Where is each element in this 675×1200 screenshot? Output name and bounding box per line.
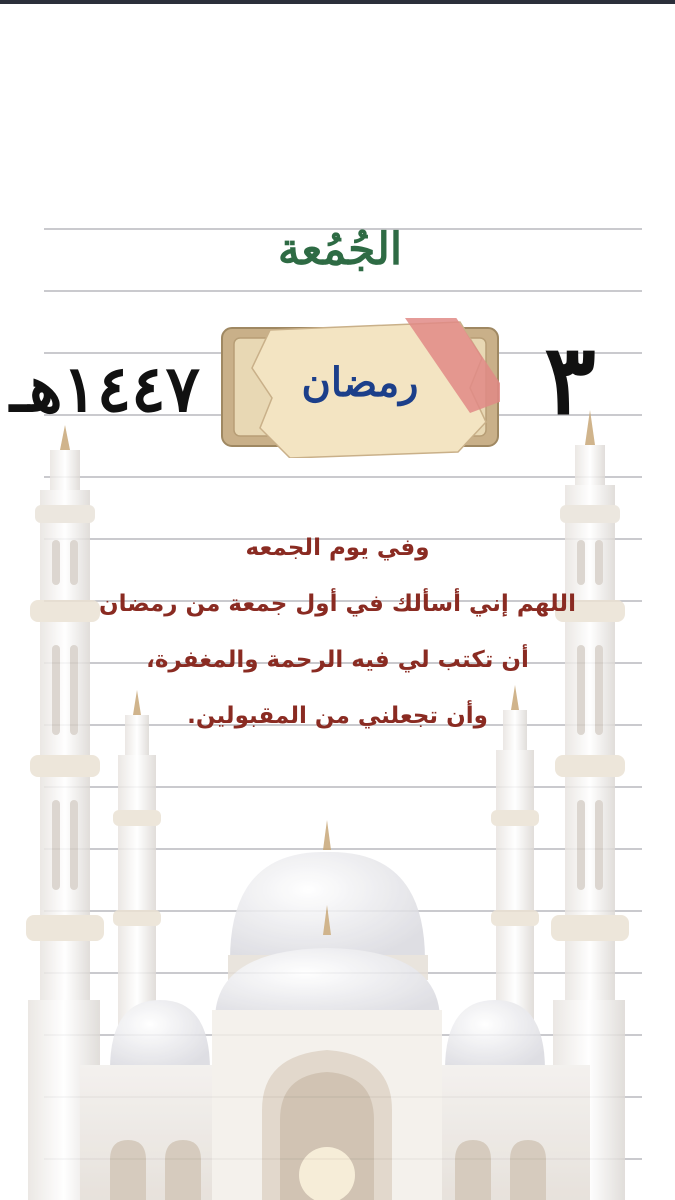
month-tag	[220, 318, 500, 458]
day-name-title: الجُمُعة	[277, 224, 403, 275]
dua-line: وفي يوم الجمعه	[245, 535, 430, 561]
month-name: رمضان	[301, 359, 419, 406]
dua-text	[80, 520, 595, 744]
dua-line: أن تكتب لي فيه الرحمة والمغفرة،	[146, 647, 529, 673]
dua-line: وأن تجعلني من المقبولين.	[187, 703, 488, 729]
day-number: ٣	[544, 323, 596, 436]
hijri-year: ١٤٤٧هـ	[10, 352, 200, 427]
dua-line: اللهم إني أسألك في أول جمعة من رمضان	[99, 591, 576, 617]
